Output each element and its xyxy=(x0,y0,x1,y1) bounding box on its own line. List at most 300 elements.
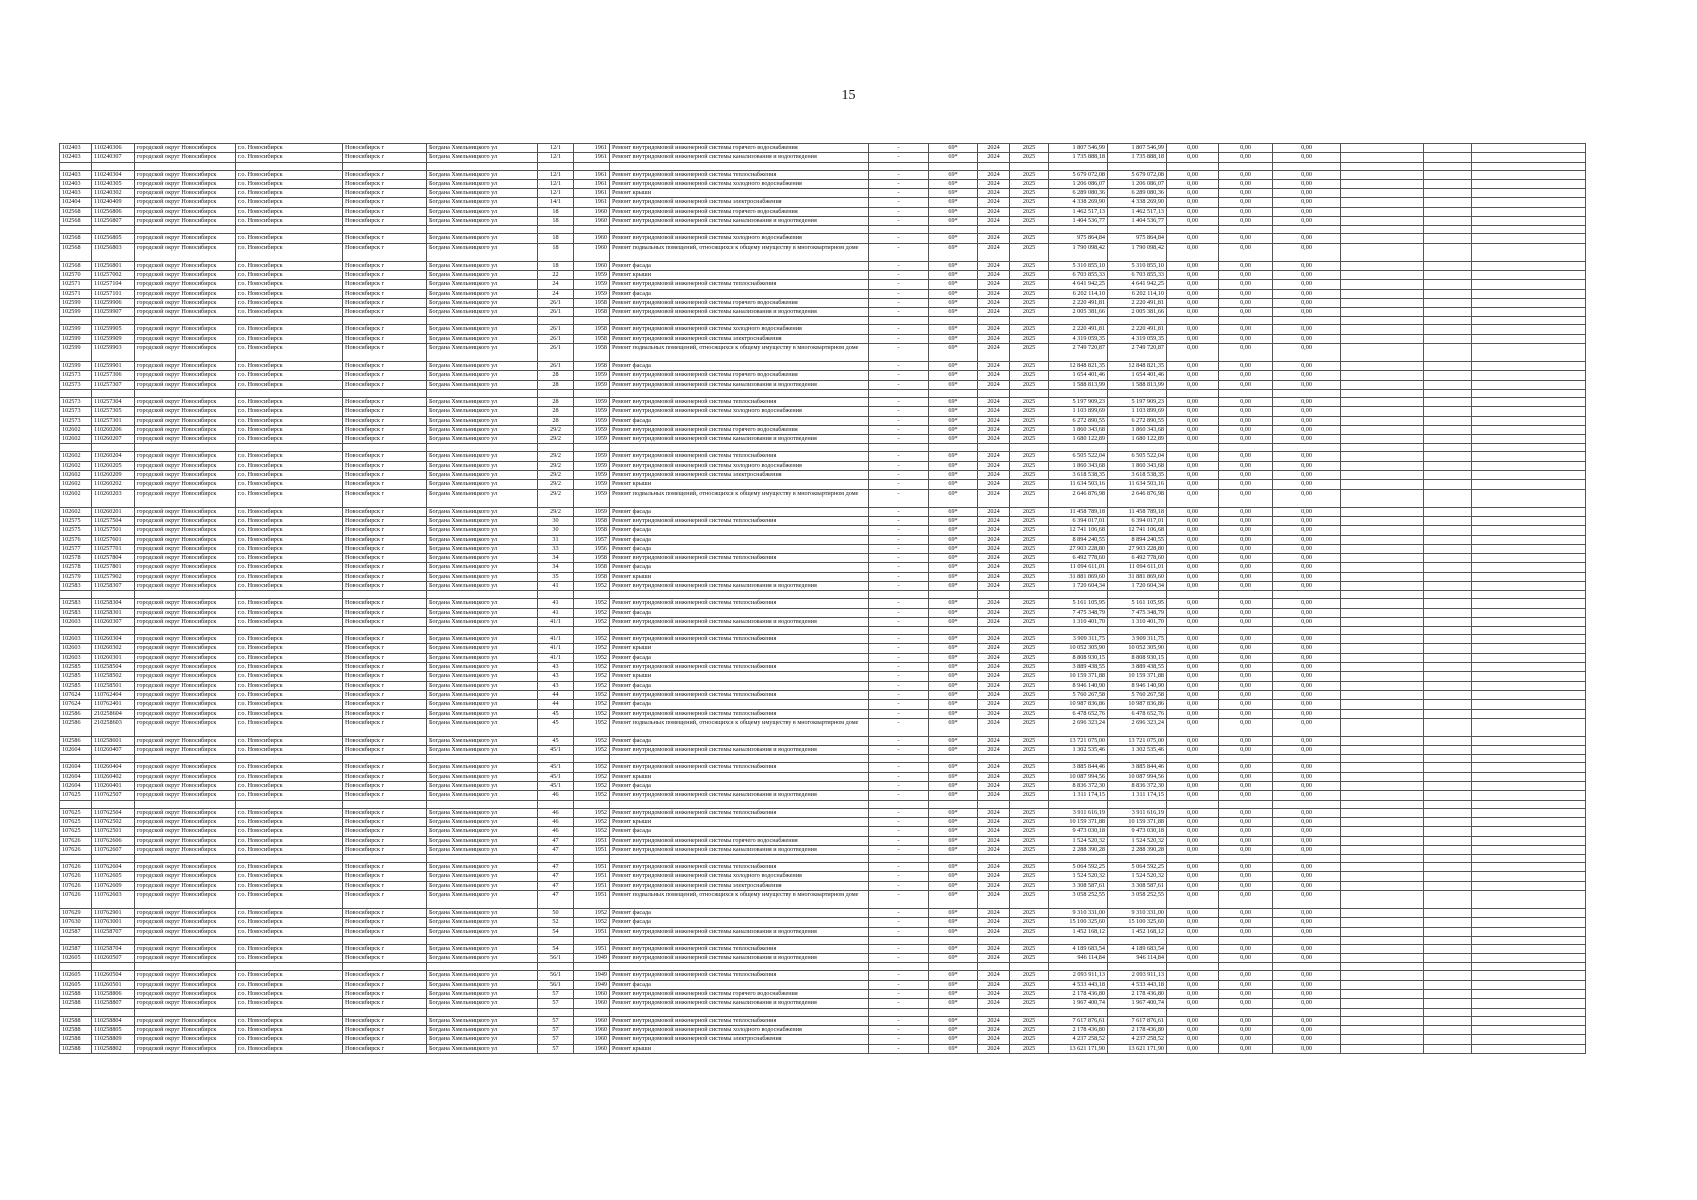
cell-budget-regional: 0,00 xyxy=(1219,270,1273,279)
cell-plan-year-end: 2025 xyxy=(1010,380,1049,389)
spacer-cell xyxy=(236,627,343,635)
cell-budget-federal: 0,00 xyxy=(1167,563,1219,572)
cell-budget-local: 0,00 xyxy=(1273,144,1341,153)
cell-municipal-district: г.о. Новосибирск xyxy=(236,635,343,644)
cell-budget-regional: 0,00 xyxy=(1219,452,1273,461)
spacer-cell xyxy=(574,627,610,635)
page-number: 15 xyxy=(841,88,856,103)
cell-budget-regional: 0,00 xyxy=(1219,380,1273,389)
cell-fund-cost: 5 064 592,25 xyxy=(1108,863,1167,872)
spacer-cell xyxy=(574,444,610,452)
cell-unit: - xyxy=(869,362,929,371)
cell-street: Богдана Хмельницкого ул xyxy=(427,298,538,307)
cell-build-year: 1959 xyxy=(574,471,610,480)
cell-work-id: 110258806 xyxy=(92,990,135,999)
cell-unit: - xyxy=(869,718,929,736)
cell-unit: - xyxy=(869,380,929,389)
cell-extra-1 xyxy=(1341,881,1424,890)
cell-extra-3 xyxy=(1472,891,1586,909)
cell-total-cost: 6 202 114,10 xyxy=(1049,289,1108,298)
cell-total-cost: 1 524 520,32 xyxy=(1049,836,1108,845)
cell-extra-1 xyxy=(1341,772,1424,781)
cell-budget-local: 0,00 xyxy=(1273,179,1341,188)
cell-street: Богдана Хмельницкого ул xyxy=(427,863,538,872)
table-row xyxy=(60,234,1586,243)
cell-total-cost: 11 634 503,16 xyxy=(1049,480,1108,489)
cell-work-id: 110258809 xyxy=(92,1035,135,1044)
cell-house-number: 22 xyxy=(538,270,574,279)
cell-norm: 69* xyxy=(929,881,978,890)
cell-extra-2 xyxy=(1424,452,1472,461)
cell-municipal-district: г.о. Новосибирск xyxy=(236,999,343,1008)
cell-budget-federal: 0,00 xyxy=(1167,380,1219,389)
cell-municipality: городской округ Новосибирск xyxy=(135,198,236,207)
cell-locality: Новосибирск г xyxy=(343,599,427,608)
cell-build-year: 1952 xyxy=(574,718,610,736)
cell-plan-year-end: 2025 xyxy=(1010,407,1049,416)
cell-unit: - xyxy=(869,289,929,298)
cell-house-id: 102588 xyxy=(60,1035,92,1044)
cell-plan-year-end: 2025 xyxy=(1010,416,1049,425)
spacer-cell xyxy=(427,855,538,863)
cell-municipality: городской округ Новосибирск xyxy=(135,1035,236,1044)
cell-budget-regional: 0,00 xyxy=(1219,599,1273,608)
cell-house-number: 28 xyxy=(538,407,574,416)
cell-municipality: городской округ Новосибирск xyxy=(135,863,236,872)
cell-unit: - xyxy=(869,1016,929,1025)
cell-budget-local: 0,00 xyxy=(1273,270,1341,279)
cell-extra-1 xyxy=(1341,480,1424,489)
cell-house-number: 57 xyxy=(538,1025,574,1034)
cell-budget-regional: 0,00 xyxy=(1219,690,1273,699)
spacer-row xyxy=(60,936,1586,944)
cell-municipality: городской округ Новосибирск xyxy=(135,581,236,590)
table-row xyxy=(60,980,1586,989)
table-row xyxy=(60,563,1586,572)
cell-unit: - xyxy=(869,480,929,489)
cell-budget-federal: 0,00 xyxy=(1167,344,1219,362)
cell-work-type: Ремонт внутридомовой инженерной системы горячего водоснабжения xyxy=(610,990,869,999)
cell-house-id: 102602 xyxy=(60,461,92,470)
cell-extra-1 xyxy=(1341,397,1424,406)
cell-house-number: 34 xyxy=(538,554,574,563)
cell-municipal-district: г.о. Новосибирск xyxy=(236,653,343,662)
cell-extra-3 xyxy=(1472,672,1586,681)
cell-build-year: 1951 xyxy=(574,891,610,909)
cell-house-id: 102588 xyxy=(60,1025,92,1034)
cell-locality: Новосибирск г xyxy=(343,817,427,826)
cell-plan-year-start: 2024 xyxy=(978,362,1010,371)
cell-work-id: 110260203 xyxy=(92,489,135,507)
spacer-cell xyxy=(1341,444,1424,452)
cell-house-number: 26/1 xyxy=(538,362,574,371)
cell-extra-3 xyxy=(1472,1016,1586,1025)
cell-plan-year-end: 2025 xyxy=(1010,554,1049,563)
cell-plan-year-end: 2025 xyxy=(1010,526,1049,535)
cell-plan-year-end: 2025 xyxy=(1010,881,1049,890)
table-row xyxy=(60,690,1586,699)
cell-unit: - xyxy=(869,872,929,881)
cell-extra-3 xyxy=(1472,289,1586,298)
cell-work-id: 110260204 xyxy=(92,452,135,461)
cell-locality: Новосибирск г xyxy=(343,280,427,289)
table-row xyxy=(60,653,1586,662)
cell-budget-federal: 0,00 xyxy=(1167,572,1219,581)
cell-norm: 69* xyxy=(929,791,978,800)
table-row xyxy=(60,772,1586,781)
cell-plan-year-start: 2024 xyxy=(978,507,1010,516)
cell-plan-year-start: 2024 xyxy=(978,599,1010,608)
cell-work-type: Ремонт внутридомовой инженерной системы горячего водоснабжения xyxy=(610,425,869,434)
cell-work-id: 110258707 xyxy=(92,927,135,936)
registry-body xyxy=(60,144,1586,1054)
cell-plan-year-start: 2024 xyxy=(978,270,1010,279)
cell-plan-year-end: 2025 xyxy=(1010,544,1049,553)
spacer-cell xyxy=(1049,226,1108,234)
table-row xyxy=(60,153,1586,162)
cell-municipality: городской округ Новосибирск xyxy=(135,344,236,362)
cell-extra-2 xyxy=(1424,817,1472,826)
cell-total-cost: 5 161 105,95 xyxy=(1049,599,1108,608)
cell-budget-regional: 0,00 xyxy=(1219,827,1273,836)
cell-plan-year-end: 2025 xyxy=(1010,461,1049,470)
cell-plan-year-end: 2025 xyxy=(1010,608,1049,617)
cell-extra-3 xyxy=(1472,881,1586,890)
cell-extra-2 xyxy=(1424,709,1472,718)
cell-norm: 69* xyxy=(929,971,978,980)
cell-municipal-district: г.о. Новосибирск xyxy=(236,325,343,334)
cell-extra-1 xyxy=(1341,808,1424,817)
cell-budget-federal: 0,00 xyxy=(1167,471,1219,480)
cell-extra-1 xyxy=(1341,270,1424,279)
cell-fund-cost: 3 058 252,55 xyxy=(1108,891,1167,909)
cell-build-year: 1951 xyxy=(574,944,610,953)
cell-build-year: 1951 xyxy=(574,836,610,845)
cell-work-id: 110259906 xyxy=(92,298,135,307)
cell-extra-3 xyxy=(1472,334,1586,343)
cell-municipality: городской округ Новосибирск xyxy=(135,653,236,662)
cell-unit: - xyxy=(869,863,929,872)
cell-plan-year-start: 2024 xyxy=(978,198,1010,207)
cell-budget-local: 0,00 xyxy=(1273,608,1341,617)
spacer-cell xyxy=(574,1008,610,1016)
cell-budget-federal: 0,00 xyxy=(1167,179,1219,188)
cell-norm: 69* xyxy=(929,471,978,480)
cell-locality: Новосибирск г xyxy=(343,1044,427,1053)
cell-house-id: 107625 xyxy=(60,817,92,826)
cell-house-number: 29/2 xyxy=(538,471,574,480)
cell-municipality: городской округ Новосибирск xyxy=(135,207,236,216)
cell-build-year: 1959 xyxy=(574,371,610,380)
cell-extra-1 xyxy=(1341,944,1424,953)
cell-budget-regional: 0,00 xyxy=(1219,954,1273,963)
cell-municipal-district: г.о. Новосибирск xyxy=(236,782,343,791)
cell-extra-1 xyxy=(1341,1044,1424,1053)
cell-municipality: городской округ Новосибирск xyxy=(135,217,236,226)
cell-fund-cost: 7 617 876,61 xyxy=(1108,1016,1167,1025)
cell-extra-3 xyxy=(1472,526,1586,535)
cell-work-id: 110257307 xyxy=(92,380,135,389)
cell-street: Богдана Хмельницкого ул xyxy=(427,489,538,507)
cell-work-id: 110257902 xyxy=(92,572,135,581)
cell-house-id: 102568 xyxy=(60,261,92,270)
cell-municipality: городской округ Новосибирск xyxy=(135,736,236,745)
cell-house-id: 102603 xyxy=(60,644,92,653)
cell-extra-2 xyxy=(1424,280,1472,289)
spacer-cell xyxy=(135,226,236,234)
cell-work-id: 110240304 xyxy=(92,170,135,179)
cell-extra-1 xyxy=(1341,362,1424,371)
cell-norm: 69* xyxy=(929,261,978,270)
cell-fund-cost: 2 093 911,13 xyxy=(1108,971,1167,980)
cell-work-id: 110240307 xyxy=(92,153,135,162)
cell-municipality: городской округ Новосибирск xyxy=(135,827,236,836)
cell-house-id: 102602 xyxy=(60,507,92,516)
cell-extra-3 xyxy=(1472,325,1586,334)
cell-municipal-district: г.о. Новосибирск xyxy=(236,672,343,681)
cell-work-id: 110258601 xyxy=(92,736,135,745)
cell-fund-cost: 8 946 140,90 xyxy=(1108,681,1167,690)
cell-budget-federal: 0,00 xyxy=(1167,207,1219,216)
table-row xyxy=(60,1044,1586,1053)
cell-extra-3 xyxy=(1472,736,1586,745)
cell-work-id: 110260504 xyxy=(92,971,135,980)
cell-locality: Новосибирск г xyxy=(343,746,427,755)
cell-build-year: 1952 xyxy=(574,827,610,836)
cell-unit: - xyxy=(869,489,929,507)
cell-plan-year-start: 2024 xyxy=(978,380,1010,389)
cell-norm: 69* xyxy=(929,999,978,1008)
cell-extra-2 xyxy=(1424,990,1472,999)
cell-house-id: 102579 xyxy=(60,572,92,581)
table-row xyxy=(60,836,1586,845)
spacer-cell xyxy=(236,800,343,808)
cell-extra-3 xyxy=(1472,808,1586,817)
cell-street: Богдана Хмельницкого ул xyxy=(427,736,538,745)
table-row xyxy=(60,999,1586,1008)
cell-municipality: городской округ Новосибирск xyxy=(135,234,236,243)
cell-build-year: 1952 xyxy=(574,763,610,772)
cell-budget-local: 0,00 xyxy=(1273,872,1341,881)
cell-build-year: 1952 xyxy=(574,817,610,826)
cell-street: Богдана Хмельницкого ул xyxy=(427,535,538,544)
cell-house-id: 102587 xyxy=(60,927,92,936)
cell-plan-year-end: 2025 xyxy=(1010,189,1049,198)
spacer-cell xyxy=(1108,444,1167,452)
cell-extra-1 xyxy=(1341,471,1424,480)
cell-locality: Новосибирск г xyxy=(343,1025,427,1034)
spacer-cell xyxy=(343,936,427,944)
cell-build-year: 1952 xyxy=(574,791,610,800)
cell-work-id: 110256803 xyxy=(92,243,135,261)
table-row xyxy=(60,763,1586,772)
cell-build-year: 1958 xyxy=(574,298,610,307)
cell-plan-year-start: 2024 xyxy=(978,189,1010,198)
cell-house-id: 102586 xyxy=(60,718,92,736)
cell-budget-regional: 0,00 xyxy=(1219,243,1273,261)
cell-budget-federal: 0,00 xyxy=(1167,261,1219,270)
cell-unit: - xyxy=(869,526,929,535)
cell-norm: 69* xyxy=(929,836,978,845)
cell-street: Богдана Хмельницкого ул xyxy=(427,718,538,736)
table-row xyxy=(60,189,1586,198)
cell-budget-local: 0,00 xyxy=(1273,480,1341,489)
cell-fund-cost: 27 903 228,80 xyxy=(1108,544,1167,553)
cell-locality: Новосибирск г xyxy=(343,452,427,461)
cell-budget-regional: 0,00 xyxy=(1219,217,1273,226)
cell-extra-1 xyxy=(1341,1016,1424,1025)
cell-locality: Новосибирск г xyxy=(343,927,427,936)
spacer-cell xyxy=(1219,444,1273,452)
table-row xyxy=(60,289,1586,298)
cell-norm: 69* xyxy=(929,927,978,936)
cell-plan-year-start: 2024 xyxy=(978,425,1010,434)
cell-budget-federal: 0,00 xyxy=(1167,700,1219,709)
cell-budget-local: 0,00 xyxy=(1273,718,1341,736)
cell-locality: Новосибирск г xyxy=(343,217,427,226)
cell-total-cost: 1 588 813,99 xyxy=(1049,380,1108,389)
cell-work-type: Ремонт крыши xyxy=(610,270,869,279)
cell-municipality: городской округ Новосибирск xyxy=(135,1025,236,1034)
cell-budget-local: 0,00 xyxy=(1273,207,1341,216)
cell-plan-year-end: 2025 xyxy=(1010,308,1049,317)
cell-work-type: Ремонт внутридомовой инженерной системы электроснабжения xyxy=(610,881,869,890)
cell-municipality: городской округ Новосибирск xyxy=(135,971,236,980)
spacer-cell xyxy=(978,936,1010,944)
cell-extra-3 xyxy=(1472,608,1586,617)
cell-norm: 69* xyxy=(929,535,978,544)
cell-budget-local: 0,00 xyxy=(1273,344,1341,362)
spacer-cell xyxy=(1472,936,1586,944)
cell-plan-year-start: 2024 xyxy=(978,416,1010,425)
cell-work-type: Ремонт фасада xyxy=(610,681,869,690)
cell-norm: 69* xyxy=(929,198,978,207)
cell-house-number: 18 xyxy=(538,234,574,243)
spacer-cell xyxy=(60,963,92,971)
cell-house-number: 12/1 xyxy=(538,179,574,188)
cell-extra-2 xyxy=(1424,416,1472,425)
cell-extra-1 xyxy=(1341,261,1424,270)
cell-house-id: 102403 xyxy=(60,179,92,188)
cell-plan-year-start: 2024 xyxy=(978,207,1010,216)
cell-norm: 69* xyxy=(929,746,978,755)
cell-norm: 69* xyxy=(929,153,978,162)
cell-extra-2 xyxy=(1424,325,1472,334)
cell-house-number: 29/2 xyxy=(538,507,574,516)
cell-extra-3 xyxy=(1472,827,1586,836)
cell-budget-federal: 0,00 xyxy=(1167,526,1219,535)
cell-extra-1 xyxy=(1341,544,1424,553)
cell-municipality: городской округ Новосибирск xyxy=(135,334,236,343)
table-row xyxy=(60,817,1586,826)
spacer-cell xyxy=(1010,444,1049,452)
cell-budget-federal: 0,00 xyxy=(1167,990,1219,999)
cell-house-id: 102571 xyxy=(60,289,92,298)
cell-build-year: 1952 xyxy=(574,608,610,617)
cell-extra-1 xyxy=(1341,617,1424,626)
cell-extra-1 xyxy=(1341,308,1424,317)
cell-total-cost: 1 404 536,77 xyxy=(1049,217,1108,226)
cell-extra-1 xyxy=(1341,672,1424,681)
cell-work-id: 110259909 xyxy=(92,334,135,343)
cell-norm: 69* xyxy=(929,425,978,434)
cell-plan-year-end: 2025 xyxy=(1010,489,1049,507)
spacer-cell xyxy=(978,800,1010,808)
cell-work-type: Ремонт подвальных помещений, относящихся к общему имуществу в многоквартирном доме xyxy=(610,243,869,261)
cell-build-year: 1958 xyxy=(574,325,610,334)
cell-extra-3 xyxy=(1472,572,1586,581)
cell-budget-regional: 0,00 xyxy=(1219,435,1273,444)
cell-plan-year-end: 2025 xyxy=(1010,690,1049,699)
cell-build-year: 1960 xyxy=(574,261,610,270)
cell-work-type: Ремонт внутридомовой инженерной системы теплоснабжения xyxy=(610,599,869,608)
cell-total-cost: 3 308 587,61 xyxy=(1049,881,1108,890)
cell-budget-regional: 0,00 xyxy=(1219,544,1273,553)
cell-total-cost: 31 881 869,60 xyxy=(1049,572,1108,581)
spacer-cell xyxy=(427,226,538,234)
cell-unit: - xyxy=(869,999,929,1008)
cell-norm: 69* xyxy=(929,663,978,672)
cell-build-year: 1952 xyxy=(574,918,610,927)
cell-fund-cost: 3 889 438,55 xyxy=(1108,663,1167,672)
spacer-cell xyxy=(929,963,978,971)
cell-house-id: 102602 xyxy=(60,489,92,507)
spacer-cell xyxy=(1472,444,1586,452)
cell-total-cost: 11 094 611,01 xyxy=(1049,563,1108,572)
cell-house-id: 102604 xyxy=(60,763,92,772)
cell-build-year: 1958 xyxy=(574,516,610,525)
spacer-cell xyxy=(869,755,929,763)
cell-budget-regional: 0,00 xyxy=(1219,808,1273,817)
spacer-cell xyxy=(869,800,929,808)
cell-build-year: 1960 xyxy=(574,1035,610,1044)
cell-budget-federal: 0,00 xyxy=(1167,1044,1219,1053)
spacer-cell xyxy=(1010,627,1049,635)
cell-house-number: 12/1 xyxy=(538,144,574,153)
cell-house-id: 102602 xyxy=(60,452,92,461)
cell-total-cost: 4 319 059,35 xyxy=(1049,334,1108,343)
table-row xyxy=(60,954,1586,963)
cell-municipal-district: г.о. Новосибирск xyxy=(236,435,343,444)
cell-budget-local: 0,00 xyxy=(1273,362,1341,371)
table-row xyxy=(60,380,1586,389)
spacer-cell xyxy=(1010,389,1049,397)
spacer-cell xyxy=(60,800,92,808)
cell-extra-1 xyxy=(1341,608,1424,617)
cell-unit: - xyxy=(869,507,929,516)
cell-budget-local: 0,00 xyxy=(1273,599,1341,608)
cell-work-type: Ремонт внутридомовой инженерной системы электроснабжения xyxy=(610,1035,869,1044)
cell-house-id: 102586 xyxy=(60,709,92,718)
cell-house-id: 102599 xyxy=(60,298,92,307)
cell-fund-cost: 1 588 813,99 xyxy=(1108,380,1167,389)
cell-norm: 69* xyxy=(929,990,978,999)
cell-extra-3 xyxy=(1472,471,1586,480)
cell-municipal-district: г.о. Новосибирск xyxy=(236,718,343,736)
cell-plan-year-end: 2025 xyxy=(1010,217,1049,226)
cell-total-cost: 6 505 522,04 xyxy=(1049,452,1108,461)
cell-plan-year-end: 2025 xyxy=(1010,971,1049,980)
cell-locality: Новосибирск г xyxy=(343,827,427,836)
cell-extra-2 xyxy=(1424,234,1472,243)
table-row xyxy=(60,535,1586,544)
cell-plan-year-end: 2025 xyxy=(1010,772,1049,781)
cell-plan-year-end: 2025 xyxy=(1010,836,1049,845)
cell-municipal-district: г.о. Новосибирск xyxy=(236,289,343,298)
spacer-cell xyxy=(343,800,427,808)
cell-unit: - xyxy=(869,918,929,927)
cell-house-id: 107626 xyxy=(60,836,92,845)
